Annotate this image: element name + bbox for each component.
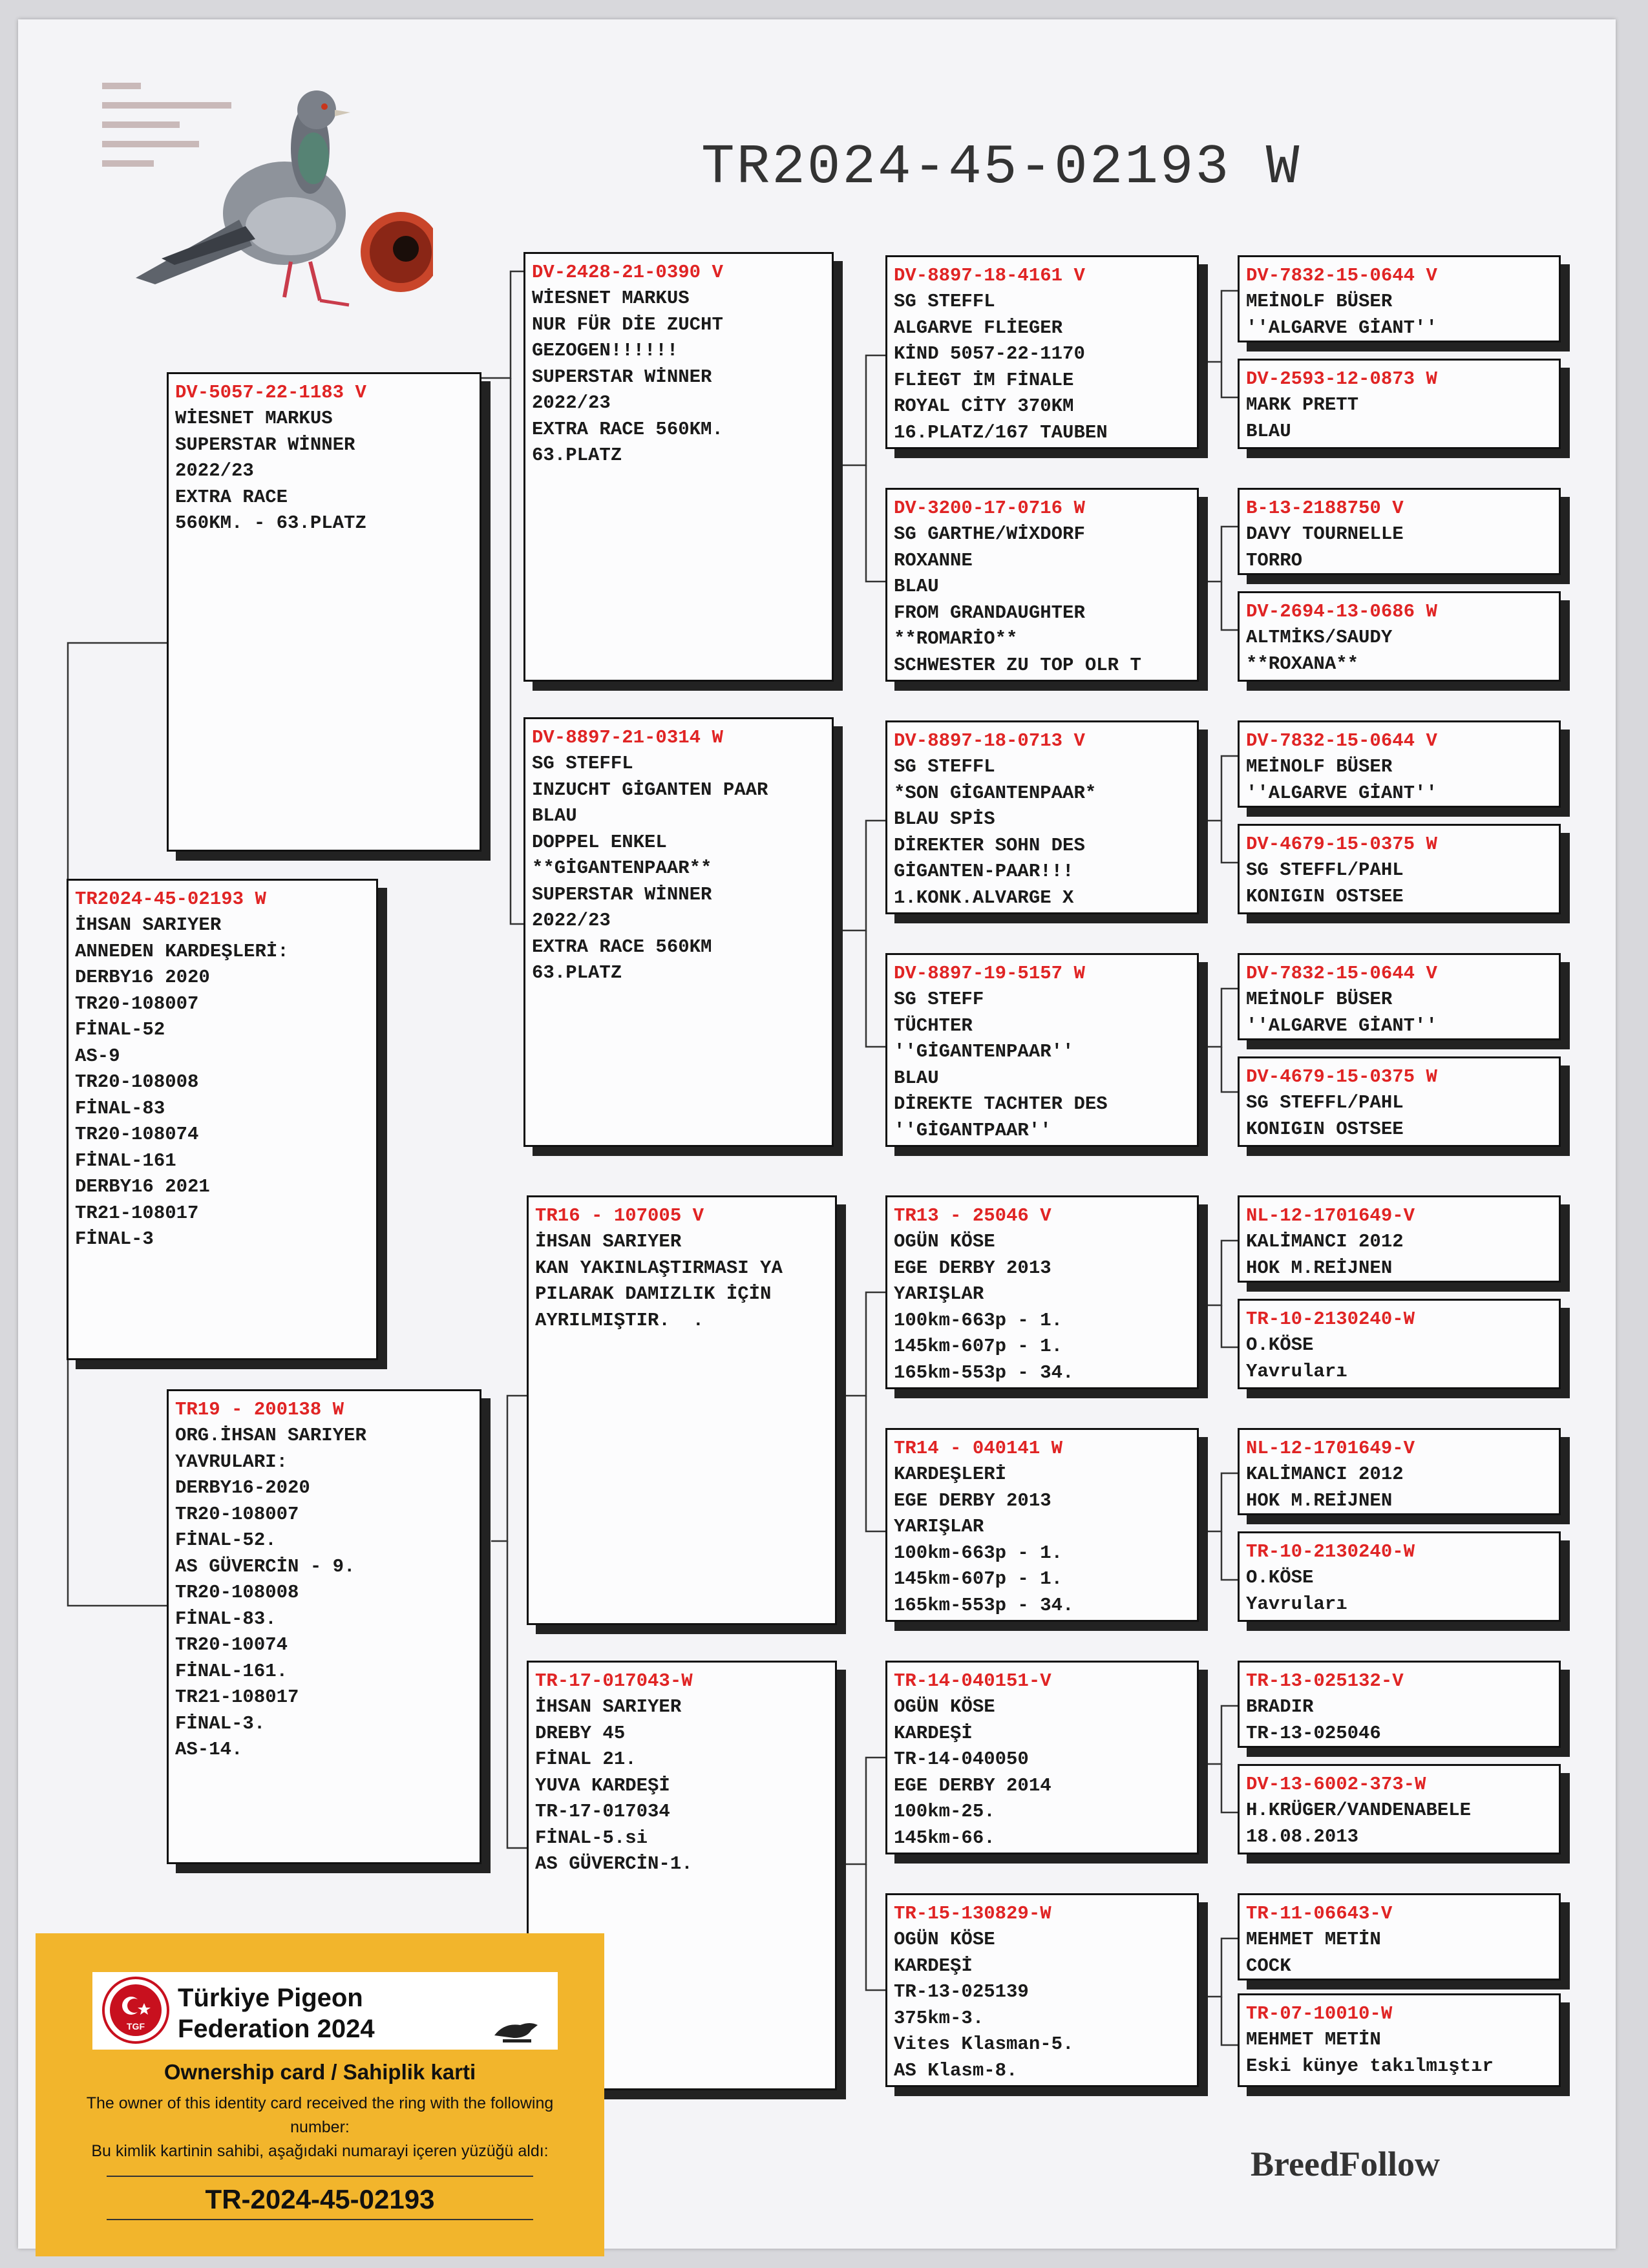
card-line: Vites Klasman-5. (894, 2033, 1074, 2055)
pedigree-card-g4 (1238, 591, 1561, 682)
card-line: ''GİGANTENPAAR'' (894, 1041, 1074, 1062)
ring-number: DV-13-6002-373-W (1246, 1774, 1426, 1795)
card-line: 165km-553p - 34. (894, 1361, 1074, 1383)
federation-name-line: Türkiye Pigeon (178, 1984, 363, 2012)
card-line: KARDEŞİ (894, 1955, 973, 1977)
card-line: 165km-553p - 34. (894, 1594, 1074, 1616)
card-line: 100km-663p - 1. (894, 1309, 1063, 1331)
card-line: GİGANTEN-PAAR!!! (894, 861, 1074, 882)
card-line: COCK (1246, 1955, 1291, 1977)
card-line: TR20-108007 (75, 992, 199, 1014)
divider (107, 2176, 533, 2177)
card-line: TR-13-025139 (894, 1981, 1029, 2002)
card-line: FİNAL-83 (75, 1097, 165, 1119)
card-line: EGE DERBY 2014 (894, 1774, 1051, 1796)
card-line: WİESNET MARKUS (532, 288, 690, 309)
card-line: HOK M.REİJNEN (1246, 1257, 1393, 1279)
card-line: FROM GRANDAUGHTER (894, 602, 1085, 624)
card-line: MEİNOLF BÜSER (1246, 756, 1393, 777)
card-line: FLİEGT İM FİNALE (894, 369, 1074, 391)
card-line: ROXANNE (894, 549, 973, 571)
card-line: DOPPEL ENKEL (532, 831, 667, 853)
ring-number: TR13 - 25046 V (894, 1205, 1051, 1226)
card-line: KARDEŞLERİ (894, 1464, 1007, 1485)
card-line: DAVY TOURNELLE (1246, 523, 1404, 545)
card-line: 145km-66. (894, 1827, 995, 1849)
ownership-text-en: The owner of this identity card received the ring with the following number: (86, 2094, 554, 2136)
card-line: KİND 5057-22-1170 (894, 343, 1085, 364)
federation-name (178, 1982, 375, 2044)
card-line: YARIŞLAR (894, 1283, 984, 1305)
ownership-card-text (74, 2092, 565, 2163)
card-line: 16.PLATZ/167 TAUBEN (894, 421, 1108, 443)
ring-number: TR19 - 200138 W (175, 1399, 344, 1420)
card-line: OGÜN KÖSE (894, 1231, 995, 1252)
card-line: ALTMİKS/SAUDY (1246, 627, 1393, 648)
card-line: **ROXANA** (1246, 653, 1359, 675)
card-line: DERBY16 2021 (75, 1176, 210, 1197)
pedigree-card-sds (885, 720, 1199, 914)
card-line: FİNAL-5.si (535, 1827, 648, 1849)
card-line: AS-14. (175, 1739, 243, 1760)
card-line: DERBY16-2020 (175, 1477, 310, 1498)
card-line: NUR FÜR DİE ZUCHT (532, 313, 723, 335)
pedigree-card-g11 (1238, 1428, 1561, 1515)
ring-number: DV-7832-15-0644 V (1246, 963, 1437, 984)
ring-number: TR-10-2130240-W (1246, 1541, 1415, 1562)
card-line: FİNAL 21. (535, 1748, 637, 1770)
ring-number: NL-12-1701649-V (1246, 1438, 1415, 1459)
card-line: 560KM. - 63.PLATZ (175, 512, 366, 534)
pedigree-card-sire (167, 372, 481, 852)
ring-number: DV-8897-21-0314 W (532, 727, 723, 748)
ring-number: TR-17-017043-W (535, 1670, 693, 1692)
pedigree-card-g9 (1238, 1195, 1561, 1283)
card-line: SG STEFFL (894, 756, 995, 777)
divider (107, 2219, 533, 2220)
card-line: SG STEFFL/PAHL (1246, 1092, 1404, 1113)
card-line: 145km-607p - 1. (894, 1336, 1063, 1357)
pedigree-card-sire-sire (523, 252, 834, 682)
ring-number: DV-2428-21-0390 V (532, 262, 723, 283)
card-line: TR-17-017034 (535, 1801, 670, 1822)
card-line: EXTRA RACE 560KM (532, 936, 712, 958)
card-line: 63.PLATZ (532, 445, 622, 466)
pedigree-card-g8 (1238, 1056, 1561, 1147)
card-line: TR20-10074 (175, 1634, 288, 1655)
card-line: ''ALGARVE GİANT'' (1246, 1014, 1437, 1036)
card-line: ROYAL CİTY 370KM (894, 395, 1074, 417)
card-line: SG STEFF (894, 989, 984, 1010)
card-line: MEİNOLF BÜSER (1246, 989, 1393, 1010)
card-line: TR20-108008 (75, 1071, 199, 1093)
card-line: 2022/23 (532, 910, 611, 931)
card-line: İHSAN SARIYER (535, 1231, 682, 1252)
card-line: KONIGIN OSTSEE (1246, 1118, 1404, 1140)
card-line: KAN YAKINLAŞTIRMASI YA (535, 1257, 783, 1279)
card-line: 100km-663p - 1. (894, 1542, 1063, 1564)
card-line: TR20-108074 (75, 1124, 199, 1145)
card-line: 145km-607p - 1. (894, 1568, 1063, 1590)
ring-number: TR-07-10010-W (1246, 2003, 1393, 2024)
ring-number: NL-12-1701649-V (1246, 1205, 1415, 1226)
pedigree-card-dam-sire (527, 1195, 837, 1625)
card-line: SG STEFFL (532, 753, 633, 774)
card-line: ''ALGARVE GİANT'' (1246, 782, 1437, 804)
card-line: ANNEDEN KARDEŞLERİ: (75, 940, 289, 962)
card-line: HOK M.REİJNEN (1246, 1489, 1393, 1511)
card-line: DERBY16 2020 (75, 967, 210, 988)
pedigree-card-ssd (885, 488, 1199, 682)
card-line: SG STEFFL (894, 291, 995, 312)
ring-number: DV-5057-22-1183 V (175, 382, 366, 403)
ownership-text-tr: Bu kimlik kartinin sahibi, aşağıdaki numarayi içeren yüzüğü aldı: (91, 2142, 549, 2160)
card-line: WİESNET MARKUS (175, 408, 333, 429)
card-line: KALİMANCI 2012 (1246, 1231, 1404, 1252)
card-line: 2022/23 (532, 392, 611, 414)
card-line: Yavruları (1246, 1593, 1347, 1615)
card-line: 63.PLATZ (532, 962, 622, 983)
ring-number: DV-7832-15-0644 V (1246, 730, 1437, 751)
card-line: EXTRA RACE (175, 486, 288, 508)
card-line: KARDEŞİ (894, 1722, 973, 1744)
card-line: OGÜN KÖSE (894, 1696, 995, 1717)
pedigree-card-g16 (1238, 1993, 1561, 2087)
card-line: ''ALGARVE GİANT'' (1246, 317, 1437, 339)
card-line: AYRILMIŞTIR. . (535, 1309, 704, 1331)
card-line: AS-9 (75, 1045, 120, 1067)
card-line: TR-13-025046 (1246, 1722, 1381, 1744)
ownership-card (36, 1933, 604, 2256)
card-line: H.KRÜGER/VANDENABELE (1246, 1800, 1472, 1821)
card-line: Eski künye takılmıştır (1246, 2055, 1494, 2077)
ring-number: TR-15-130829-W (894, 1903, 1051, 1924)
card-line: MEİNOLF BÜSER (1246, 291, 1393, 312)
card-line: KALİMANCI 2012 (1246, 1464, 1404, 1485)
sponsor-logos (102, 83, 231, 180)
pedigree-card-g1 (1238, 255, 1561, 342)
card-line: FİNAL-52 (75, 1019, 165, 1040)
card-line: SCHWESTER ZU TOP OLR T (894, 654, 1141, 676)
ring-number: TR-14-040151-V (894, 1670, 1051, 1692)
ring-number: DV-3200-17-0716 W (894, 498, 1085, 519)
ring-number: DV-7832-15-0644 V (1246, 265, 1437, 286)
card-line: EGE DERBY 2013 (894, 1489, 1051, 1511)
card-line: SUPERSTAR WİNNER (532, 366, 712, 388)
pedigree-card-dss (885, 1195, 1199, 1389)
ring-number: DV-2593-12-0873 W (1246, 368, 1437, 390)
card-line: FİNAL-83. (175, 1608, 277, 1630)
card-line: AS GÜVERCİN - 9. (175, 1555, 355, 1577)
ring-number: DV-2694-13-0686 W (1246, 601, 1437, 622)
card-line: ALGARVE FLİEGER (894, 317, 1063, 339)
card-line: FİNAL-161 (75, 1150, 176, 1171)
card-line: SG GARTHE/WİXDORF (894, 523, 1085, 545)
card-line: ORG.İHSAN SARIYER (175, 1425, 366, 1446)
badge-text: TGF (127, 2021, 145, 2032)
card-line: KONIGIN OSTSEE (1246, 885, 1404, 907)
card-line: BLAU (894, 1067, 939, 1089)
card-line: TORRO (1246, 549, 1303, 571)
card-line: 1.KONK.ALVARGE X (894, 887, 1074, 908)
ring-number: DV-4679-15-0375 W (1246, 1066, 1437, 1087)
ownership-ring-number: TR-2024-45-02193 (205, 2184, 435, 2214)
card-line: MARK PRETT (1246, 394, 1359, 415)
card-line: 100km-25. (894, 1801, 995, 1822)
card-line: SG STEFFL/PAHL (1246, 859, 1404, 881)
card-line: EXTRA RACE 560KM. (532, 418, 723, 440)
card-line: FİNAL-161. (175, 1660, 288, 1682)
card-line: O.KÖSE (1246, 1567, 1314, 1588)
ring-number: TR2024-45-02193 W (75, 888, 266, 910)
card-line: İHSAN SARIYER (75, 914, 222, 936)
card-line: *SON GİGANTENPAAR* (894, 782, 1097, 804)
pedigree-card-g7 (1238, 953, 1561, 1040)
ring-number: TR-13-025132-V (1246, 1670, 1404, 1692)
pedigree-card-subject (67, 879, 378, 1360)
card-line: DREBY 45 (535, 1722, 626, 1744)
card-line: EGE DERBY 2013 (894, 1257, 1051, 1279)
ring-number: DV-8897-18-4161 V (894, 265, 1085, 286)
card-line: FİNAL-52. (175, 1529, 277, 1551)
card-line: AS GÜVERCİN-1. (535, 1853, 693, 1874)
page-title: TR2024-45-02193 W (701, 136, 1302, 199)
pedigree-card-sdd (885, 953, 1199, 1147)
card-line: **ROMARİO** (894, 628, 1018, 649)
ring-number: DV-8897-18-0713 V (894, 730, 1085, 751)
pedigree-card-dsd (885, 1428, 1199, 1622)
card-line: FİNAL-3 (75, 1228, 154, 1250)
pedigree-card-g5 (1238, 720, 1561, 808)
card-line: BLAU (532, 805, 577, 826)
pedigree-card-dds (885, 1661, 1199, 1854)
card-line: BLAU (1246, 420, 1291, 442)
card-line: OGÜN KÖSE (894, 1929, 995, 1950)
ring-number: TR-11-06643-V (1246, 1903, 1393, 1924)
pedigree-card-g13 (1238, 1661, 1561, 1748)
card-line: 2022/23 (175, 460, 254, 481)
card-line: 18.08.2013 (1246, 1825, 1359, 1847)
card-line: TR-14-040050 (894, 1748, 1029, 1770)
pedigree-card-sss (885, 255, 1199, 449)
card-line: YAVRULARI: (175, 1451, 288, 1473)
pedigree-card-g14 (1238, 1764, 1561, 1854)
card-line: INZUCHT GİGANTEN PAAR (532, 779, 768, 801)
card-line: BLAU SPİS (894, 808, 995, 830)
card-line: BLAU (894, 576, 939, 597)
card-line: MEHMET METİN (1246, 1929, 1381, 1950)
card-line: O.KÖSE (1246, 1334, 1314, 1356)
ring-number: TR-10-2130240-W (1246, 1308, 1415, 1330)
ring-number: B-13-2188750 V (1246, 498, 1404, 519)
pedigree-card-g12 (1238, 1531, 1561, 1622)
card-line: İHSAN SARIYER (535, 1696, 682, 1717)
federation-name-line: Federation 2024 (178, 2015, 375, 2043)
federation-emblem-icon (100, 1975, 171, 2046)
card-line: Yavruları (1246, 1360, 1347, 1382)
pedigree-card-g2 (1238, 359, 1561, 449)
card-line: FİNAL-3. (175, 1712, 266, 1734)
pedigree-card-g10 (1238, 1299, 1561, 1389)
pedigree-card-ddd (885, 1893, 1199, 2087)
card-line: TÜCHTER (894, 1014, 973, 1036)
card-line: YARIŞLAR (894, 1516, 984, 1537)
pedigree-card-g3 (1238, 488, 1561, 575)
card-line: SUPERSTAR WİNNER (532, 883, 712, 905)
pedigree-card-g15 (1238, 1893, 1561, 1980)
pigeon-silhouette-icon (491, 2016, 543, 2045)
card-line: GEZOGEN!!!!!! (532, 340, 679, 361)
card-line: ''GİGANTPAAR'' (894, 1119, 1051, 1141)
ring-number: TR16 - 107005 V (535, 1205, 704, 1226)
card-line: BRADIR (1246, 1696, 1314, 1717)
card-line: AS Klasm-8. (894, 2059, 1018, 2081)
pedigree-card-sire-dam (523, 717, 834, 1147)
breedfollow-logo: BreedFollow (1251, 2145, 1440, 2183)
ownership-card-title: Ownership card / Sahiplik karti (164, 2060, 476, 2084)
card-line: YUVA KARDEŞİ (535, 1774, 670, 1796)
card-line: DİREKTE TACHTER DES (894, 1093, 1108, 1115)
pedigree-card-g6 (1238, 824, 1561, 914)
ring-number: TR14 - 040141 W (894, 1438, 1063, 1459)
card-line: TR21-108017 (75, 1202, 199, 1224)
card-line: **GİGANTENPAAR** (532, 857, 712, 879)
pedigree-card-dam (167, 1389, 481, 1864)
card-line: DİREKTER SOHN DES (894, 834, 1085, 856)
ring-number: DV-8897-19-5157 W (894, 963, 1085, 984)
card-line: TR20-108008 (175, 1582, 299, 1603)
ring-number: DV-4679-15-0375 W (1246, 834, 1437, 855)
card-line: MEHMET METİN (1246, 2029, 1381, 2050)
card-line: PILARAK DAMIZLIK İÇİN (535, 1283, 772, 1305)
card-line: TR20-108007 (175, 1503, 299, 1525)
card-line: SUPERSTAR WİNNER (175, 434, 355, 456)
card-line: 375km-3. (894, 2007, 984, 2029)
card-line: TR21-108017 (175, 1686, 299, 1708)
